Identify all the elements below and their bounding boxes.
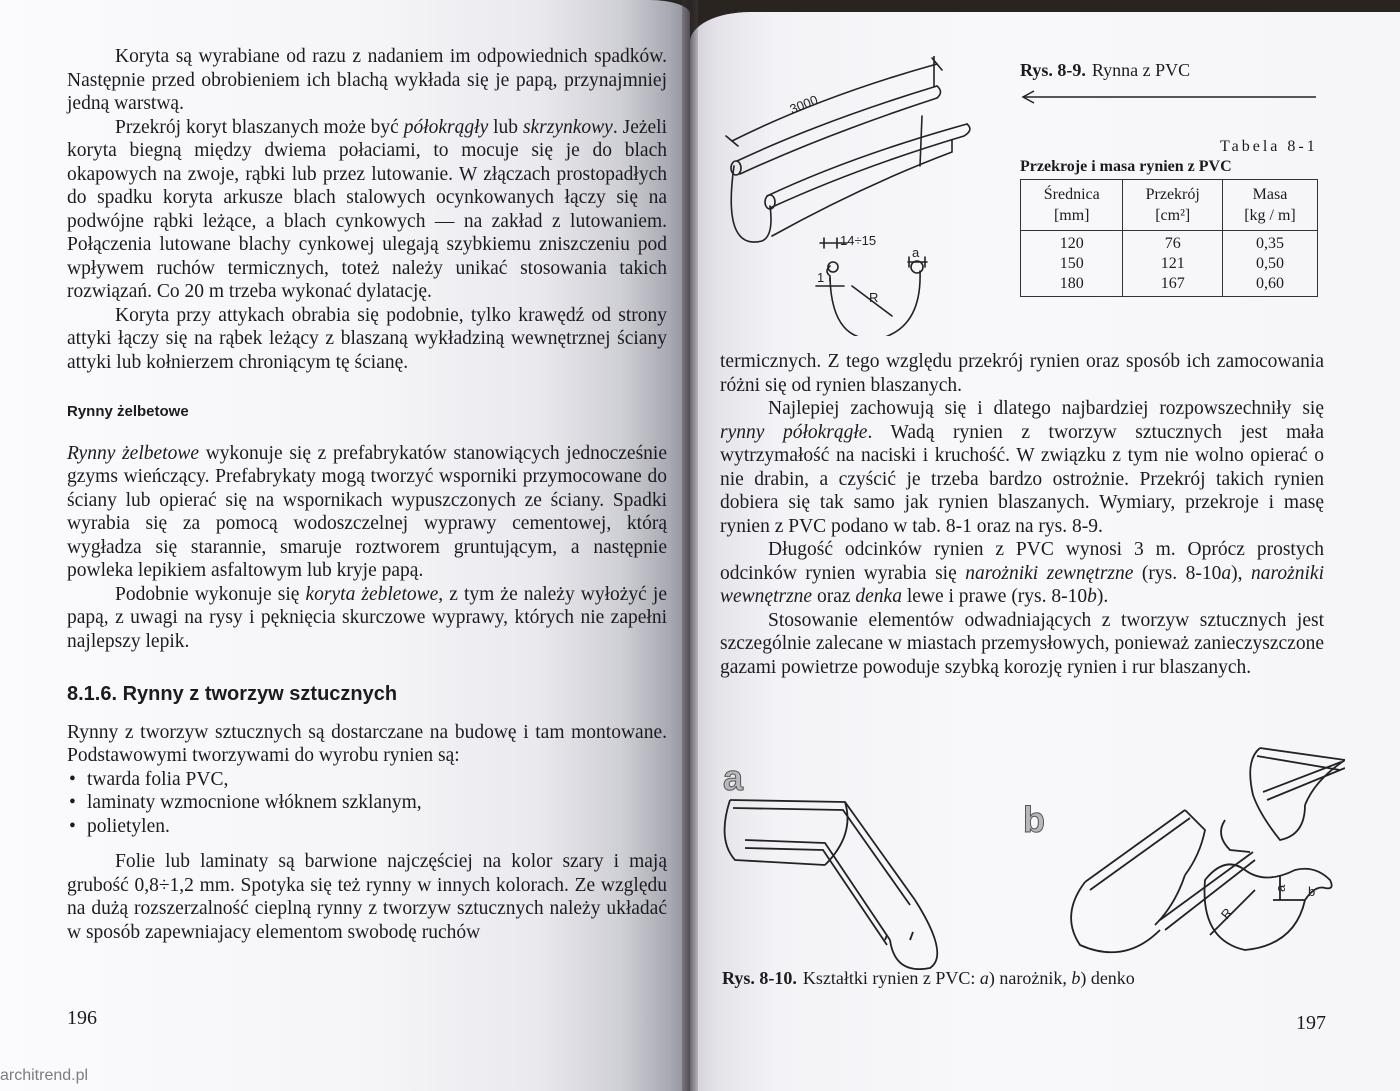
italic-term: denka	[855, 586, 902, 607]
text-run: lub	[488, 116, 523, 138]
table-header-row	[1021, 180, 1318, 231]
text-run: wykonuje się z prefabrykatów stanowiących jednocześnie gzyms wieńczący. Prefabrykaty mogą tworzyć wsporniki przymocowane do ściany lub opierać się na wspornikach wypuszczonych ze ściany. Spadki wyrabia się za pomocą wodoszczelnej wyprawy cementowej, którą wygładza się starannie, smaruje roztworem gruntującym, a następnie powleka lepikiem asfaltowym lub kryje papą.	[67, 442, 667, 581]
dim-length-label: 3000	[787, 92, 820, 117]
table-cell: 120 150 180	[1021, 231, 1123, 297]
list-item: • laminaty wzmocnione włóknem szklanym,	[67, 791, 667, 815]
text-run: Przekrój koryt blaszanych może być	[115, 116, 404, 138]
gutter-sizes-table	[1020, 179, 1318, 297]
paragraph: Rynny z tworzyw sztucznych są dostarczane na budowę i tam montowane. Podstawowymi tworzywami do wyrobu rynien są:	[67, 721, 667, 766]
end-cap-drawing	[1071, 748, 1345, 952]
italic-term: koryta żebletowe	[305, 583, 439, 605]
paragraph	[67, 583, 667, 654]
paragraph: termicznych. Z tego względu przekrój rynien oraz sposób ich zamocowania różni się od rynien blaszanych.	[720, 351, 1324, 396]
paragraph	[720, 397, 1324, 538]
text-run: Najlepiej zachowują się i dlatego najbardziej rozpowszechniły się	[768, 398, 1324, 419]
dim-r-label: R	[1217, 905, 1236, 922]
watermark: architrend.pl	[0, 1067, 89, 1084]
column-header: Przekrój [cm²]	[1123, 180, 1222, 231]
figure-label: Rys. 8-10.	[722, 968, 797, 988]
arrow-left-icon	[1020, 90, 1320, 104]
page-number-left: 196	[67, 1007, 97, 1029]
dim-thickness-label: 1	[817, 270, 825, 285]
paragraph: Koryta przy attykach obrabia się podobnie, tylko krawędź od strony attyki łączy się na rąbek leżący z blaszaną wykładziną wewnętrznej ściany attyki lub kołnierzem chroniącym tę ścianę.	[67, 304, 667, 373]
left-page-body	[67, 45, 667, 944]
panel-b-label: b	[1023, 799, 1045, 840]
column-header: Masa [kg / m]	[1222, 180, 1317, 231]
dim-lip-label: 14÷15	[840, 233, 877, 248]
paragraph: Długość odcinków rynien z PVC wynosi 3 m. Oprócz prostych odcinków rynien wyrabia się narożniki zewnętrzne (rys. 8-10a), narożniki wewnętrzne oraz denka lewe i prawe (rys. 8-10b).	[720, 539, 1324, 607]
paragraph: Folie lub laminaty są barwione najczęściej na kolor szary i mają grubość 0,8÷1,2 mm. Spotyka się też rynny w innych kolorach. Ze względu na dużą rozszerzalność cieplną rynny z tworzyw sztucznych należy układać w sposób zapewniajacy elementom swobodę ruchów	[67, 851, 667, 943]
list-item: • polietylen.	[67, 815, 667, 839]
table-title: Przekroje i masa rynien z PVC	[1020, 158, 1232, 175]
paragraph	[67, 116, 667, 304]
italic-term: narożniki zewnętrzne	[965, 562, 1134, 584]
italic-term: narożniki wewnętrzne	[720, 562, 1324, 607]
dim-a-label: a	[1273, 884, 1288, 892]
figure-title: Rynna z PVC	[1091, 60, 1191, 80]
figure-8-9-caption	[1020, 60, 1190, 81]
dim-a-label: a	[912, 245, 920, 260]
column-header: Średnica [mm]	[1021, 180, 1123, 231]
dimension-line	[732, 64, 937, 141]
material-list	[67, 768, 667, 839]
book-gutter	[682, 0, 698, 1091]
panel-a-label: a	[723, 757, 744, 798]
table-label: Tabela 8-1	[1220, 138, 1318, 155]
table-cell: 76 121 167	[1123, 231, 1222, 297]
dim-b-label: b	[1308, 884, 1316, 899]
text-run: , z tym że należy wyłożyć je papą, z uwagi na rysy i pęknięcia skurczowe wyprawy, których nie zapełni najlepszy lepik.	[67, 583, 667, 652]
text-run: Podobnie wykonuje się	[115, 583, 306, 605]
italic-term: skrzynkowy	[522, 116, 613, 138]
dim-r-label: R	[869, 290, 879, 305]
paragraph: Stosowanie elementów odwadniających z tworzyw sztucznych jest szczególnie zalecane w miastach przemysłowych, ponieważ zanieczyszczone gazami powietrze powoduje szybką korozję rynien i rur blaszanych.	[720, 609, 1324, 678]
figure-8-10-fittings-drawing	[705, 740, 1345, 970]
italic-term: rynny półokrągłe	[720, 421, 868, 443]
figure-8-10-caption: Rys. 8-10. Kształtki rynien z PVC: a) narożnik, b) denko	[722, 968, 1135, 988]
paragraph: Koryta są wyrabiane od razu z nadaniem im odpowiednich spadków. Następnie przed obrobieniem ich blachą wykłada się je papą, przynajmniej jedną warstwą.	[67, 46, 667, 114]
table-row	[1021, 231, 1318, 297]
text-run: . Jeżeli koryta biegną między dwiema połaciami, to mocuje się je do blach okapowych na zwoje, rąbki lub przez lutowanie. W złączach prostopadłych do spadku koryta arkusze blach stalowych ocynkowanych łączy się na podwójne rąbki leżące, a blach cynkowych — na zakład z lutowaniem. Połączenia lutowane blachy cynkowej ulegają szybkiemu zniszczeniu pod wpływem ruchów termicznych, toteż należy unikać stosowania takich rozwiązań. Co 20 m trzeba wykonać dylatację.	[67, 116, 668, 302]
section-heading: 8.1.6. Rynny z tworzyw sztucznych	[67, 683, 398, 705]
corner-fitting-drawing	[725, 800, 938, 969]
subheading: Rynny żelbetowe	[67, 403, 189, 420]
table-cell: 0,35 0,50 0,60	[1222, 231, 1317, 297]
figure-label: Rys. 8-9.	[1020, 60, 1086, 80]
figure-8-9-gutter-drawing	[712, 56, 1012, 336]
page-number-right: 197	[1296, 1012, 1326, 1034]
list-item: • twarda folia PVC,	[67, 768, 667, 792]
italic-term: Rynny żelbetowe	[67, 442, 199, 464]
text-run: . Wadą rynien z tworzyw sztucznych jest mała wytrzymałość na naciski i kruchość. W związku z tym nie wolno opierać o nie drabin, a czyścić je trzeba bardzo ostrożnie. Przekrój takich rynien dobiera się tak samo jak rynien blaszanych. Wymiary, przekroje i masę rynien z PVC podano w tab. 8-1 oraz na rys. 8-9.	[720, 421, 1324, 537]
italic-term: półokrągły	[403, 116, 489, 138]
paragraph	[67, 442, 667, 583]
right-page-body	[720, 350, 1324, 679]
